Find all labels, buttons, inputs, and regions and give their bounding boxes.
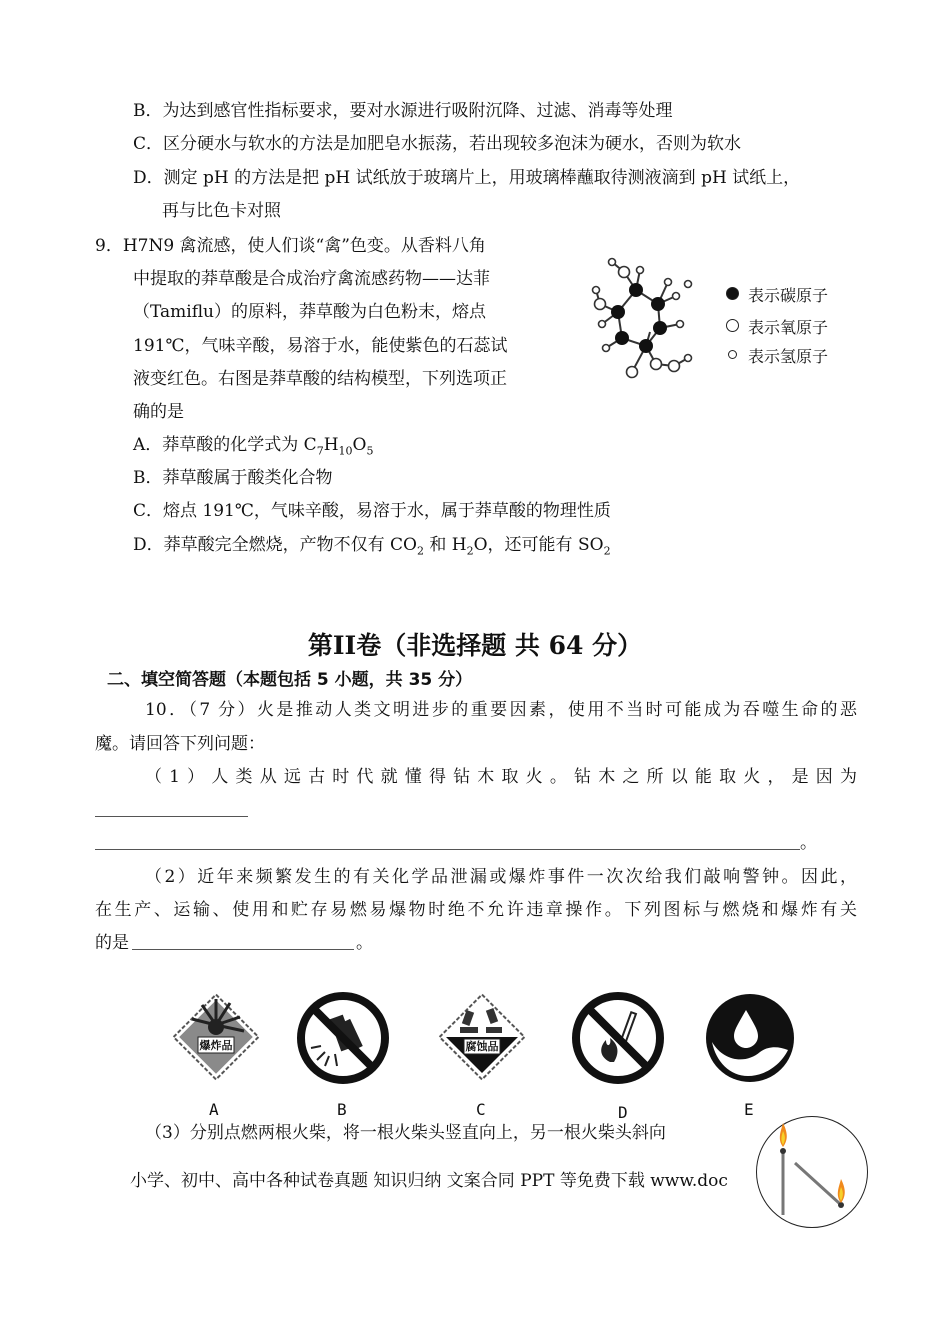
- q10-sub2-line3: 的是: [95, 933, 129, 953]
- sign-label-a: A: [209, 1100, 219, 1119]
- carbon-atom-icon: [726, 287, 739, 300]
- q9-stem-line-5: 液变红色。右图是莽草酸的结构模型，下列选项正: [133, 369, 507, 389]
- legend-hydrogen: [748, 344, 828, 367]
- q10-sub1-end: 。: [800, 833, 817, 853]
- q9-stem-line-2: 中提取的莽草酸是合成治疗禽流感药物——达菲: [133, 269, 490, 289]
- q8-option-d-line1: D．测定 pH 的方法是把 pH 试纸放于玻璃片上，用玻璃棒蘸取待测液滴到 pH 试纸上，: [133, 168, 801, 188]
- q10-sub2-end: 。: [356, 933, 373, 953]
- part2-title: 第II卷（非选择题 共 64 分）: [307, 631, 643, 660]
- q10-sub1: （1）人类从远古时代就懂得钻木取火。钻木之所以能取火，是因为: [145, 767, 857, 787]
- q9-stem-line-6: 确的是: [133, 402, 184, 422]
- matches-icon: [757, 1117, 867, 1227]
- explosive-icon: [164, 985, 268, 1089]
- q10-sub2-blank[interactable]: [132, 949, 354, 950]
- legend-carbon: [748, 283, 828, 306]
- q9-stem-line-3: （Tamiflu）的原料，莽草酸为白色粉末，熔点: [133, 302, 486, 322]
- q9-option-c: C．熔点 191℃，气味辛酸，易溶于水，属于莽草酸的物理性质: [133, 501, 611, 521]
- q8-option-b: B．为达到感官性指标要求，要对水源进行吸附沉降、过滤、消毒等处理: [133, 101, 673, 121]
- legend-oxygen: [748, 315, 828, 338]
- legend-oxygen-label: 表示氧原子: [748, 318, 829, 337]
- q10-sub1-blank-2[interactable]: [95, 849, 800, 850]
- sign-label-c: C: [476, 1100, 486, 1119]
- sign-label-b: B: [337, 1100, 347, 1119]
- q9-option-b: B．莽草酸属于酸类化合物: [133, 468, 333, 488]
- sign-c-text: 腐蚀品: [465, 1040, 499, 1053]
- legend-hydrogen-label: 表示氢原子: [748, 347, 829, 366]
- q10-intro-line1: 10．（7 分）火是推动人类文明进步的重要因素，使用不当时可能成为吞噬生命的恶: [145, 700, 857, 720]
- sign-label-d: D: [618, 1103, 628, 1122]
- q9-option-a: A．莽草酸的化学式为 $C_7H_{10}O_5$: [133, 435, 374, 458]
- q9-option-d: D．莽草酸完全燃烧，产物不仅有 $CO_2$ 和 $H_2O$，还可能有 $SO_2$: [133, 535, 611, 558]
- corrosive-icon: [430, 985, 534, 1089]
- molecule-model-diagram: [588, 252, 700, 382]
- q10-sub1-blank-1[interactable]: [95, 816, 248, 817]
- q10-sub2-line2: 在生产、运输、使用和贮存易燃易爆物时绝不允许违章操作。下列图标与燃烧和爆炸有关: [95, 900, 857, 920]
- section2-heading: 二、填空简答题（本题包括 5 小题，共 35 分）: [107, 670, 473, 690]
- no-fireworks-icon: [295, 990, 391, 1086]
- footer-text: 小学、初中、高中各种试卷真题 知识归纳 文案合同 PPT 等免费下载 www.doc: [130, 1171, 728, 1191]
- q9-stem-line-1: 9．H7N9 禽流感，使人们谈“禽”色变。从香料八角: [95, 236, 486, 256]
- water-icon: [702, 990, 798, 1086]
- q8-option-d-line2: 再与比色卡对照: [162, 201, 281, 221]
- q10-intro-line2: 魔。请回答下列问题：: [95, 734, 265, 754]
- q8-option-c: C．区分硬水与软水的方法是加肥皂水振荡，若出现较多泡沫为硬水，否则为软水: [133, 134, 742, 154]
- oxygen-atom-icon: [726, 319, 739, 332]
- matches-illustration: [756, 1116, 868, 1228]
- hydrogen-atom-icon: [728, 350, 737, 359]
- sign-label-e: E: [744, 1100, 754, 1119]
- legend-carbon-label: 表示碳原子: [748, 286, 829, 305]
- q9-stem-line-4: 191℃，气味辛酸，易溶于水，能使紫色的石蕊试: [133, 336, 508, 356]
- q10-sub3: （3）分别点燃两根火柴，将一根火柴头竖直向上，另一根火柴头斜向: [145, 1123, 666, 1143]
- no-fire-icon: [570, 990, 666, 1086]
- sign-a-text: 爆炸品: [199, 1039, 233, 1052]
- q10-sub2-line1: （2）近年来频繁发生的有关化学品泄漏或爆炸事件一次次给我们敲响警钟。因此，: [145, 867, 857, 887]
